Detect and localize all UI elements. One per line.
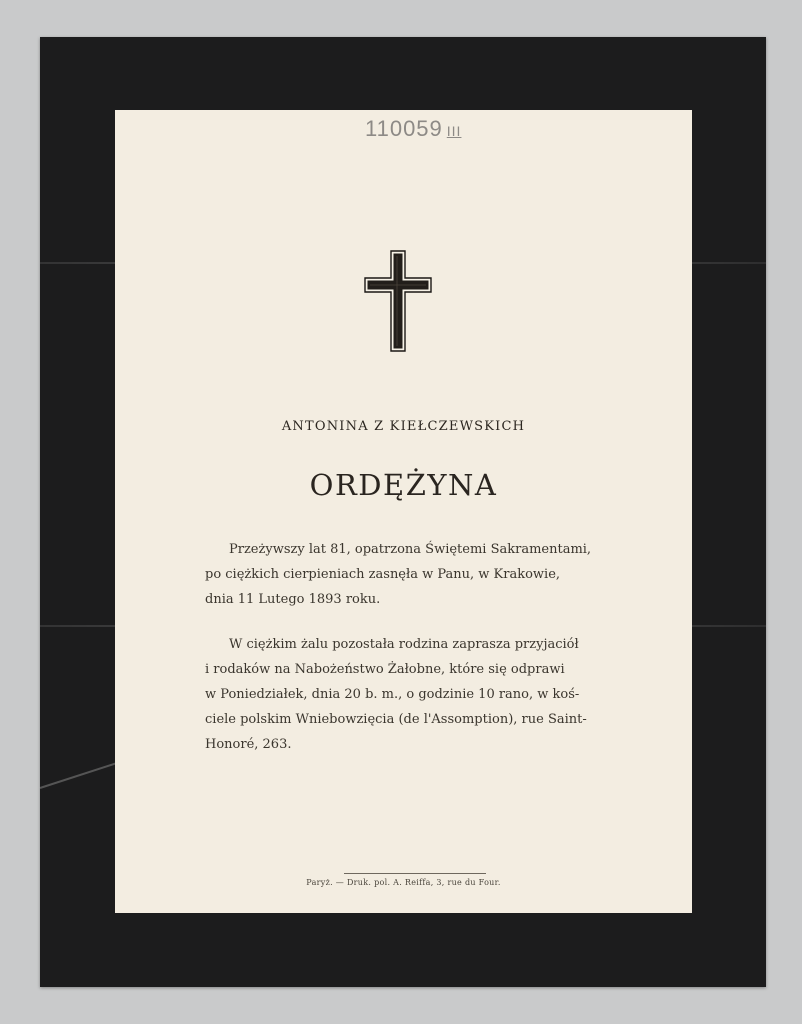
funeral-invitation-paragraph bbox=[205, 632, 597, 757]
paragraph-line: Honoré, 263. bbox=[205, 737, 292, 752]
inventory-number-sub: III bbox=[446, 123, 462, 139]
paragraph-line: po ciężkich cierpieniach zasnęła w Panu, w Krakowie, bbox=[205, 567, 561, 582]
paragraph-line: Przeżywszy lat 81, opatrzona Świętemi Sakramentami, bbox=[229, 542, 592, 557]
death-notice-paragraph bbox=[205, 537, 597, 612]
inventory-number-main: 110059 bbox=[365, 116, 443, 141]
paragraph-line: W ciężkim żalu pozostała rodzina zaprasza przyjaciół bbox=[229, 637, 579, 652]
cross-icon bbox=[364, 250, 432, 352]
border-tear bbox=[40, 762, 117, 789]
printer-divider bbox=[344, 873, 486, 874]
deceased-name-line: ANTONINA Z KIEŁCZEWSKICH bbox=[281, 419, 526, 434]
announcement-sheet bbox=[115, 110, 692, 913]
paragraph-line: ciele polskim Wniebowzięcia (de l'Assomption), rue Saint- bbox=[205, 712, 587, 727]
inventory-number bbox=[365, 116, 461, 142]
paragraph-line: w Poniedziałek, dnia 20 b. m., o godzinie 10 rano, w koś- bbox=[205, 687, 580, 702]
printer-imprint: Paryż. — Druk. pol. A. Reiffa, 3, rue du Four. bbox=[306, 878, 501, 887]
paragraph-line: dnia 11 Lutego 1893 roku. bbox=[205, 592, 381, 607]
paragraph-line: i rodaków na Nabożeństwo Żałobne, które się odprawi bbox=[205, 662, 565, 677]
deceased-surname: ORDĘŻYNA bbox=[309, 468, 498, 502]
